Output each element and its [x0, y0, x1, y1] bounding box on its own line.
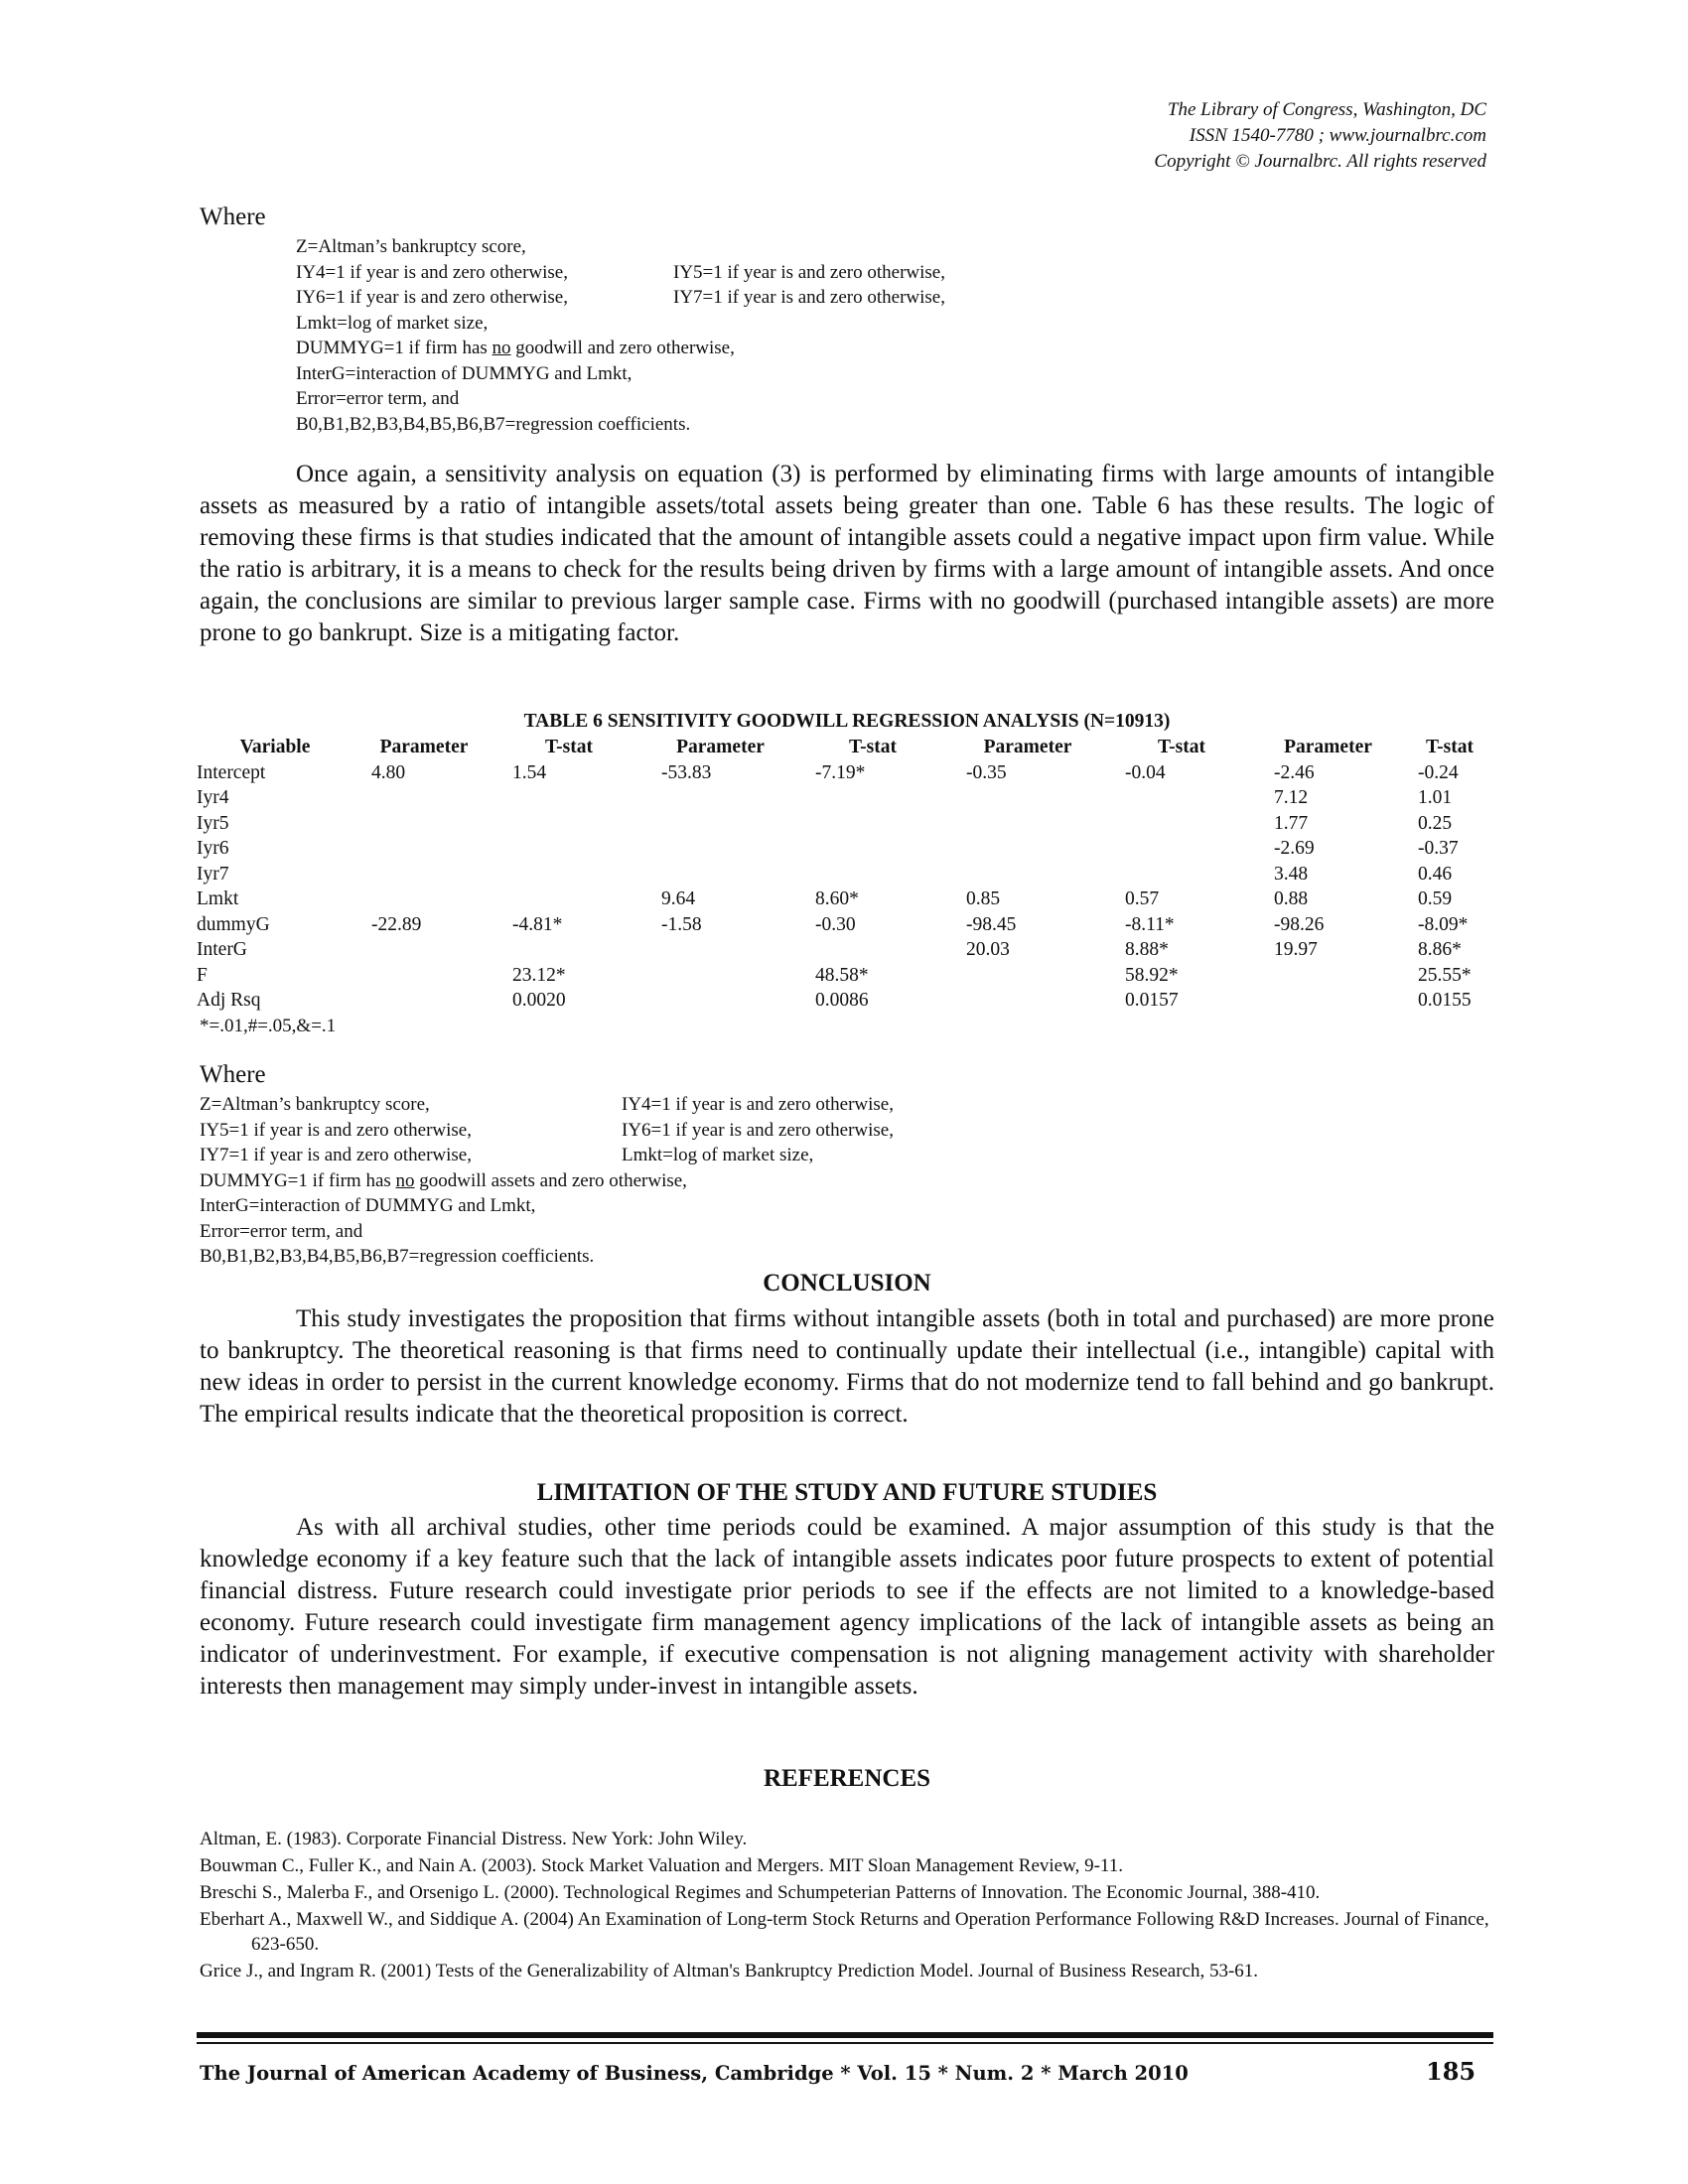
def2-lmkt: Lmkt=log of market size,	[622, 1145, 814, 1165]
variable-definitions-1	[296, 234, 945, 437]
def-iy5: IY5=1 if year is and zero otherwise,	[673, 261, 945, 283]
page-number: 185	[1426, 2057, 1477, 2086]
def2-iy5: IY5=1 if year is and zero otherwise,	[200, 1119, 472, 1141]
def2-dummyg-post: goodwill assets and zero otherwise,	[414, 1169, 687, 1191]
table-6-caption: TABLE 6 SENSITIVITY GOODWILL REGRESSION ANALYSIS (N=10913)	[523, 711, 1171, 732]
sensitivity-paragraph: Once again, a sensitivity analysis on equation (3) is performed by eliminating firms with large amounts of intangible assets as measured by a ratio of intangible assets/total assets being greater than one. Table 6 has these results. The logic of removing these firms is that studies indicated that the amount of intangible assets could a negative impact upon firm value. While the ratio is arbitrary, it is a means to check for the results being driven by firms with a large amount of intangible assets. And once again, the conclusions are similar to previous larger sample case. Firms with no goodwill (purchased intangible assets) are more prone to go bankrupt. Size is a mitigating factor.	[200, 461, 1494, 646]
references-list	[200, 1827, 1490, 1985]
def-interg: InterG=interaction of DUMMYG and Lmkt,	[296, 362, 633, 384]
table-cell	[797, 836, 948, 862]
table-row	[197, 988, 1499, 1014]
row-label-cell: Iyr7	[197, 863, 229, 885]
table-cell: 58.92*	[1125, 964, 1179, 986]
table-cell: 48.58*	[815, 964, 869, 986]
table-cell	[353, 785, 494, 811]
table-row	[197, 963, 1499, 989]
row-label-cell: Iyr4	[197, 787, 229, 808]
table-cell: -0.24	[1418, 761, 1459, 783]
table-cell	[353, 887, 494, 912]
where-label-1: Where	[200, 204, 266, 230]
table-cell: -8.09*	[1418, 913, 1469, 935]
references-heading: REFERENCES	[763, 1765, 931, 1792]
table-cell: 8.88*	[1125, 939, 1169, 960]
table-cell	[797, 811, 948, 837]
where-label-2: Where	[200, 1061, 266, 1088]
row-label-cell: Intercept	[197, 761, 266, 783]
table-cell: 1.01	[1418, 787, 1453, 808]
limitation-heading: LIMITATION OF THE STUDY AND FUTURE STUDIES	[536, 1479, 1158, 1506]
footer-rule-thin	[197, 2042, 1493, 2044]
row-label-cell: dummyG	[197, 913, 270, 935]
table-cell: -98.45	[966, 913, 1017, 935]
table-cell: 0.46	[1418, 863, 1453, 885]
def-dummyg-post: goodwill and zero otherwise,	[510, 338, 735, 358]
def2-iy6: IY6=1 if year is and zero otherwise,	[622, 1119, 894, 1141]
conclusion-paragraph: This study investigates the proposition that firms without intangible assets (both in total and purchased) are more prone to bankruptcy. The theoretical reasoning is that firms need to continually update their intellectual (i.e., intangible) capital with new ideas in order to persist in the current knowledge economy. Firms that do not modernize tend to fall behind and go bankrupt. The empirical results indicate that the theoretical proposition is correct.	[200, 1305, 1494, 1428]
table-cell: 0.25	[1418, 812, 1453, 834]
table-cell	[494, 862, 643, 887]
def2-coefficients: B0,B1,B2,B3,B4,B5,B6,B7=regression coefficients.	[200, 1246, 595, 1267]
table-header-cell: T-stat	[1425, 737, 1475, 757]
table-cell: -22.89	[371, 913, 422, 935]
table-cell: 8.86*	[1418, 939, 1462, 960]
table-cell: 25.55*	[1418, 964, 1472, 986]
table-header-cell: Parameter	[379, 737, 469, 757]
table-cell: -53.83	[661, 761, 712, 783]
table-cell	[797, 862, 948, 887]
table-cell: 0.0157	[1125, 990, 1179, 1011]
table-cell	[643, 811, 797, 837]
journal-header	[1154, 97, 1486, 175]
def2-dummyg-pre: DUMMYG=1 if firm has	[200, 1169, 396, 1191]
table-cell	[797, 937, 948, 963]
table-cell	[643, 836, 797, 862]
table-header-cell: Variable	[239, 737, 311, 757]
reference-item: Bouwman C., Fuller K., and Nain A. (2003). Stock Market Valuation and Mergers. MIT Sloan Management Review, 9-11.	[200, 1855, 1123, 1876]
table-row	[197, 912, 1499, 938]
row-label-cell: Iyr6	[197, 838, 229, 859]
table-header-cell: Parameter	[983, 737, 1072, 757]
table-cell: -0.35	[966, 761, 1007, 783]
conclusion-heading: CONCLUSION	[763, 1270, 931, 1297]
row-label-cell: Iyr5	[197, 812, 229, 834]
table-cell	[1107, 836, 1256, 862]
table-cell: 8.60*	[815, 888, 859, 909]
table-cell: 3.48	[1274, 863, 1309, 885]
header-line-2: ISSN 1540-7780 ; www.journalbrc.com	[1189, 125, 1486, 146]
table-cell	[948, 988, 1107, 1014]
def2-iy7: IY7=1 if year is and zero otherwise,	[200, 1145, 472, 1165]
table-row	[197, 937, 1499, 963]
table-header-cell: Parameter	[676, 737, 765, 757]
table-cell: -2.46	[1274, 761, 1315, 783]
table-cell	[494, 836, 643, 862]
table-cell: 0.85	[966, 888, 1001, 909]
table-cell	[643, 937, 797, 963]
table-cell: 0.0086	[815, 990, 869, 1011]
table-cell: -7.19*	[815, 761, 866, 783]
table-cell	[1256, 988, 1400, 1014]
table-cell: -0.04	[1125, 761, 1166, 783]
table-cell: 9.64	[661, 888, 696, 909]
header-line-1: The Library of Congress, Washington, DC	[1167, 99, 1486, 120]
table-cell: -2.69	[1274, 838, 1315, 859]
table-cell	[1107, 811, 1256, 837]
table-row	[197, 785, 1499, 811]
table-header-row	[197, 735, 1499, 760]
table-cell	[494, 811, 643, 837]
table-cell: 19.97	[1274, 939, 1318, 960]
table-header-cell: T-stat	[544, 737, 594, 757]
table-cell: 4.80	[371, 761, 406, 783]
table-cell: 20.03	[966, 939, 1010, 960]
table-row	[197, 887, 1499, 912]
def-z: Z=Altman’s bankruptcy score,	[296, 236, 526, 257]
def2-iy4: IY4=1 if year is and zero otherwise,	[622, 1094, 894, 1115]
table-cell: -8.11*	[1125, 913, 1175, 935]
table-header-cell: T-stat	[1157, 737, 1206, 757]
table-cell: 0.0020	[512, 990, 566, 1011]
variable-definitions-2	[200, 1092, 894, 1270]
table-cell	[353, 988, 494, 1014]
row-label-cell: Lmkt	[197, 888, 239, 909]
table-cell	[797, 785, 948, 811]
table-cell	[494, 937, 643, 963]
def-lmkt: Lmkt=log of market size,	[296, 312, 489, 334]
def-error: Error=error term, and	[296, 388, 460, 409]
table-cell	[948, 862, 1107, 887]
def2-z: Z=Altman’s bankruptcy score,	[200, 1094, 430, 1115]
row-label-cell: Adj Rsq	[197, 990, 261, 1011]
def-coefficients: B0,B1,B2,B3,B4,B5,B6,B7=regression coefficients.	[296, 413, 691, 435]
def-dummyg-pre: DUMMYG=1 if firm has	[296, 338, 492, 358]
def2-dummyg	[200, 1168, 687, 1194]
table-cell	[494, 785, 643, 811]
table-cell	[353, 937, 494, 963]
table-cell: 1.77	[1274, 812, 1309, 834]
journal-footer: The Journal of American Academy of Business, Cambridge * Vol. 15 * Num. 2 * March 2010	[200, 2062, 1189, 2085]
table-cell	[643, 988, 797, 1014]
table-cell	[353, 862, 494, 887]
table-cell	[494, 887, 643, 912]
def-dummyg-no: no	[492, 338, 511, 358]
table-cell	[948, 785, 1107, 811]
table-body	[197, 760, 1499, 1014]
table-cell: 0.57	[1125, 888, 1160, 909]
def2-error: Error=error term, and	[200, 1220, 363, 1242]
table-cell: 0.88	[1274, 888, 1309, 909]
table-cell: -1.58	[661, 913, 702, 935]
limitation-paragraph: As with all archival studies, other time periods could be examined. A major assumption of this study is that the knowledge economy if a key feature such that the lack of intangible assets indicates poor future prospects to extent of potential financial distress. Future research could investigate prior periods to see if the effects are not limited to a knowledge-based economy. Future research could investigate firm management agency implications of the lack of intangible assets as being an indicator of underinvestment. For example, if executive compensation is not aligning management activity with shareholder interests then management may simply under-invest in intangible assets.	[200, 1514, 1494, 1700]
table-row	[197, 811, 1499, 837]
def2-dummyg-no: no	[395, 1169, 415, 1191]
table-cell	[948, 811, 1107, 837]
table-cell	[353, 836, 494, 862]
reference-item: Grice J., and Ingram R. (2001) Tests of the Generalizability of Altman's Bankruptcy Prediction Model. Journal of Business Research, 53-61.	[200, 1961, 1259, 1981]
reference-item: Eberhart A., Maxwell W., and Siddique A. (2004) An Examination of Long-term Stock Returns and Operation Performance Following R&D Increases. Journal of Finance, 623-650.	[200, 1909, 1489, 1955]
footer-rule-thick	[197, 2032, 1493, 2038]
table-cell	[1107, 785, 1256, 811]
def-iy4: IY4=1 if year is and zero otherwise,	[296, 261, 568, 283]
table-6	[197, 735, 1499, 1014]
table-cell	[948, 836, 1107, 862]
table-cell: 0.59	[1418, 888, 1453, 909]
table-cell	[643, 963, 797, 989]
row-label-cell: F	[197, 964, 208, 986]
table-header-cell: Parameter	[1284, 737, 1372, 757]
def-dummyg	[296, 336, 735, 361]
def-iy7: IY7=1 if year is and zero otherwise,	[673, 287, 945, 308]
table-cell: 0.0155	[1418, 990, 1472, 1011]
table-cell	[643, 862, 797, 887]
header-line-3: Copyright © Journalbrc. All rights reserved	[1154, 151, 1486, 172]
table-row	[197, 836, 1499, 862]
table-6-note: *=.01,#=.05,&=.1	[200, 1016, 337, 1036]
table-row	[197, 862, 1499, 887]
table-cell	[353, 811, 494, 837]
def2-interg: InterG=interaction of DUMMYG and Lmkt,	[200, 1195, 536, 1216]
table-header-cell: T-stat	[848, 737, 898, 757]
table-cell	[1107, 862, 1256, 887]
table-cell	[948, 963, 1107, 989]
table-cell	[353, 963, 494, 989]
row-label-cell: InterG	[197, 939, 247, 960]
def-iy6: IY6=1 if year is and zero otherwise,	[296, 287, 568, 308]
table-cell: 1.54	[512, 761, 547, 783]
reference-item: Altman, E. (1983). Corporate Financial Distress. New York: John Wiley.	[200, 1829, 748, 1849]
table-cell: -0.37	[1418, 838, 1459, 859]
table-row	[197, 760, 1499, 786]
table-cell: 7.12	[1274, 787, 1309, 808]
table-cell: -4.81*	[512, 913, 563, 935]
table-cell: -98.26	[1274, 913, 1325, 935]
reference-item: Breschi S., Malerba F., and Orsenigo L. (2000). Technological Regimes and Schumpeterian Patterns of Innovation. The Economic Journal, 388-410.	[200, 1882, 1321, 1903]
table-cell: 23.12*	[512, 964, 566, 986]
table-cell	[1256, 963, 1400, 989]
table-cell: -0.30	[815, 913, 856, 935]
table-cell	[643, 785, 797, 811]
